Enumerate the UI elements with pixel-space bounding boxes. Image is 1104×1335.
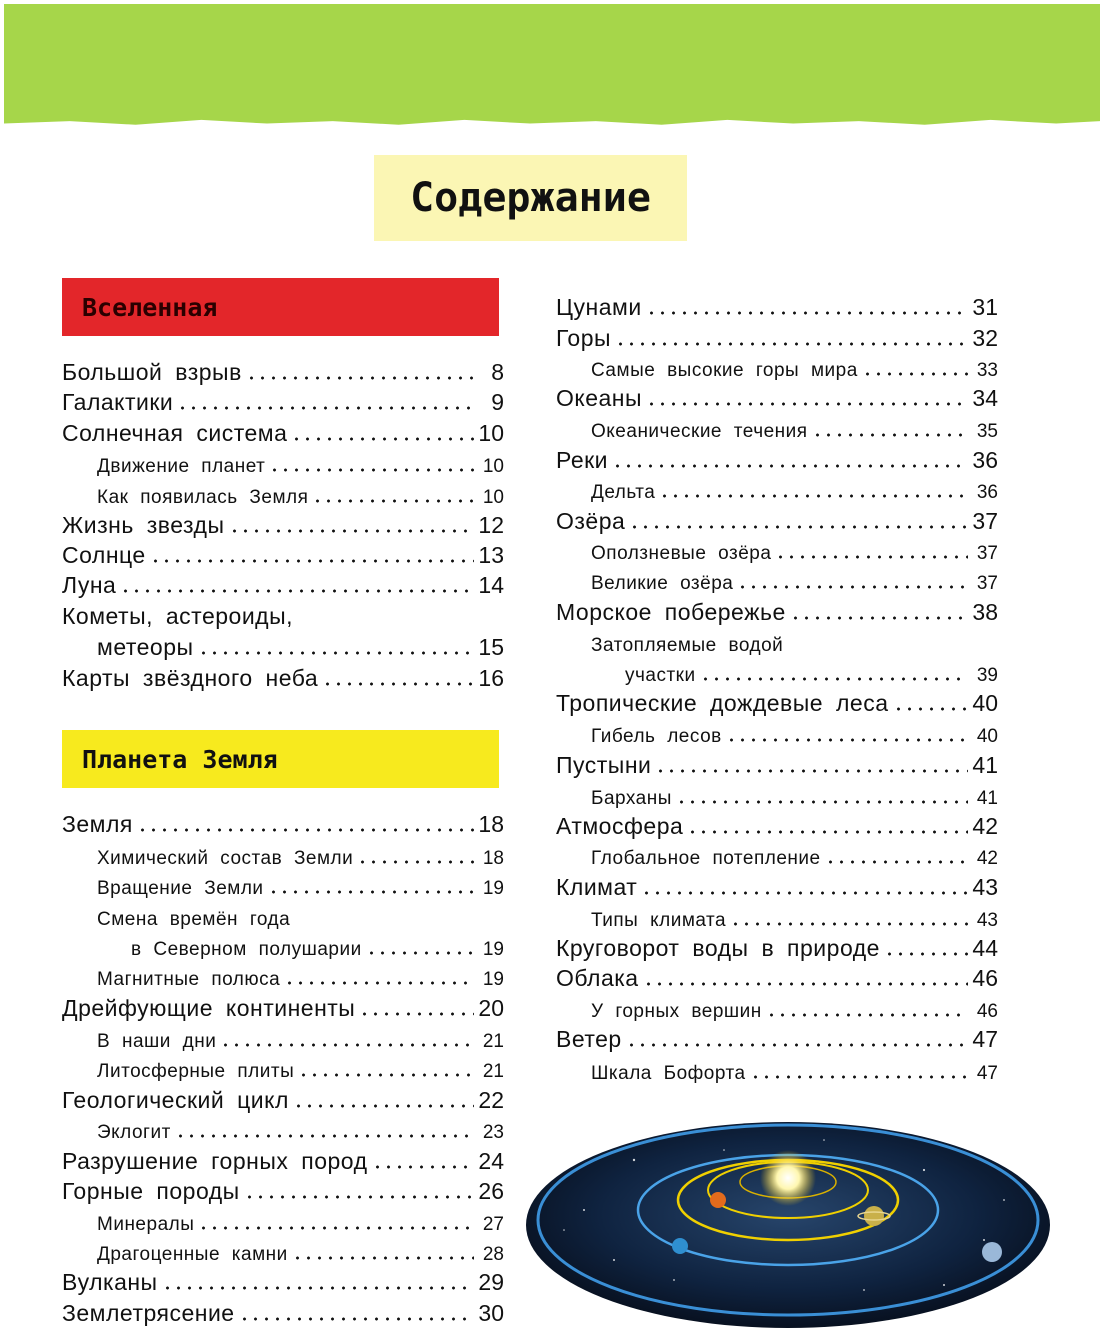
toc-entry-page: 15 [478, 634, 504, 660]
toc-entry-page: 37 [976, 573, 998, 594]
toc-leader [269, 468, 474, 472]
toc-leader [150, 559, 474, 563]
toc-entry-title: Галактики [62, 389, 174, 415]
toc-leader [198, 651, 474, 655]
toc-entry-title: Горные породы [62, 1178, 240, 1204]
toc-entry-title: Геологический цикл [62, 1087, 289, 1113]
toc-entry[interactable] [62, 356, 504, 386]
toc-entry-page: 9 [491, 389, 504, 415]
toc-entry-page: 10 [478, 420, 504, 446]
toc-leader [643, 982, 968, 986]
toc-entry-page: 28 [482, 1244, 504, 1265]
toc-entry[interactable] [62, 1175, 504, 1205]
toc-leader [292, 1256, 474, 1260]
toc-entry-title: Реки [556, 447, 609, 473]
toc-entry[interactable] [556, 749, 998, 779]
toc-entry-title: Солнце [62, 542, 146, 568]
toc-leader [137, 828, 474, 832]
toc-entry-page: 40 [976, 726, 998, 747]
toc-entry[interactable] [556, 871, 998, 901]
toc-entry-page: 18 [482, 848, 504, 869]
toc-entry-page: 29 [478, 1269, 504, 1295]
toc-entry[interactable] [62, 1266, 504, 1296]
toc-leader [229, 529, 475, 533]
toc-entry-title: В наши дни [97, 1031, 217, 1052]
toc-entry-title: Оползневые озёра [591, 543, 772, 564]
toc-leader [641, 891, 968, 895]
toc-entry-title: Жизнь звезды [62, 512, 225, 538]
toc-leader [687, 830, 968, 834]
toc-entry-title: У горных вершин [591, 1001, 762, 1022]
toc-leader [239, 1317, 474, 1321]
toc-entry[interactable] [62, 509, 504, 539]
toc-entry-title: Гибель лесов [591, 726, 722, 747]
toc-entry-title: Атмосфера [556, 813, 684, 839]
toc-entry-page: 32 [972, 325, 998, 351]
toc-entry[interactable] [556, 322, 998, 352]
toc-leader [812, 433, 968, 437]
toc-leader [676, 800, 968, 804]
toc-subentry[interactable] [97, 1114, 504, 1144]
toc-entry-title: Смена времён года [97, 909, 291, 930]
toc-subentry[interactable] [97, 840, 504, 870]
toc-entry-title: Химический состав Земли [97, 848, 354, 869]
page-title-box [374, 155, 687, 241]
toc-entry-page: 34 [972, 385, 998, 411]
toc-entry-page: 41 [972, 752, 998, 778]
toc-entry-title: Дрейфующие континенты [62, 995, 356, 1021]
toc-subentry[interactable] [591, 993, 998, 1023]
toc-entry-title: Облака [556, 965, 639, 991]
toc-leader [615, 342, 968, 346]
toc-subentry[interactable] [591, 840, 998, 870]
toc-entry[interactable] [62, 662, 504, 692]
toc-entry-page: 20 [478, 995, 504, 1021]
toc-entry-title: Шкала Бофорта [591, 1063, 746, 1084]
toc-leader [700, 677, 968, 681]
toc-entry-page: 33 [976, 360, 998, 381]
toc-entry[interactable] [62, 808, 504, 838]
toc-leader [175, 1134, 474, 1138]
section-earth-header [62, 730, 499, 788]
toc-entry[interactable] [62, 1145, 504, 1175]
toc-entry-page: 26 [478, 1178, 504, 1204]
toc-entry-page: 18 [478, 811, 504, 837]
toc-subentry[interactable] [591, 718, 998, 748]
toc-leader [775, 555, 968, 559]
toc-entry[interactable] [556, 687, 998, 717]
planet-light-blue [982, 1242, 1002, 1262]
toc-leader [359, 1012, 474, 1016]
toc-subentry[interactable] [97, 901, 504, 931]
toc-entry[interactable] [556, 505, 998, 535]
toc-entry-title: Вулканы [62, 1269, 158, 1295]
toc-leader [862, 372, 968, 376]
planet-saturn [864, 1206, 884, 1226]
toc-leader [659, 494, 968, 498]
toc-entry-page: 12 [478, 512, 504, 538]
toc-entry-page: 41 [976, 788, 998, 809]
toc-entry-page: 46 [972, 965, 998, 991]
solar-system-illustration [524, 1120, 1052, 1330]
toc-entry-page: 36 [972, 447, 998, 473]
toc-leader [884, 952, 968, 956]
toc-entry-title: Разрушение горных пород [62, 1148, 368, 1174]
toc-entry-title: Самые высокие горы мира [591, 360, 858, 381]
toc-leader [322, 682, 474, 686]
toc-entry[interactable] [556, 1023, 998, 1053]
toc-entry-page: 10 [482, 487, 504, 508]
toc-leader [162, 1286, 474, 1290]
toc-entry[interactable] [62, 600, 504, 630]
toc-entry-page: 39 [976, 665, 998, 686]
toc-subentry[interactable] [97, 448, 504, 478]
toc-entry-page: 42 [976, 848, 998, 869]
toc-entry[interactable] [556, 810, 998, 840]
toc-entry-title: Типы климата [591, 910, 727, 931]
toc-entry-title: Кометы, астероиды, [62, 603, 294, 629]
toc-entry-title: Глобальное потепление [591, 848, 821, 869]
toc-entry-title: Драгоценные камни [97, 1244, 288, 1265]
toc-leader [284, 981, 474, 985]
section-earth-title: Планета Земля [82, 744, 278, 774]
toc-leader [298, 1073, 474, 1077]
toc-entry-title: Литосферные плиты [97, 1061, 295, 1082]
toc-entry-page: 19 [482, 878, 504, 899]
toc-entry-page: 27 [482, 1214, 504, 1235]
toc-entry[interactable] [62, 539, 504, 569]
toc-entry-title: Земля [62, 811, 133, 837]
toc-subentry[interactable] [625, 657, 998, 687]
toc-leader [629, 525, 968, 529]
toc-subentry[interactable] [591, 627, 998, 657]
toc-entry-title: Цунами [556, 294, 642, 320]
toc-subentry[interactable] [97, 1236, 504, 1266]
toc-leader [626, 1043, 968, 1047]
toc-leader [366, 951, 474, 955]
toc-subentry[interactable] [591, 352, 998, 382]
toc-entry-title: Солнечная система [62, 420, 288, 446]
toc-entry-page: 47 [972, 1026, 998, 1052]
toc-leader [737, 585, 968, 589]
toc-subentry[interactable] [97, 1206, 504, 1236]
toc-entry-title: Барханы [591, 788, 672, 809]
toc-entry-page: 43 [972, 874, 998, 900]
toc-entry-title: Морское побережье [556, 599, 786, 625]
toc-leader [825, 860, 968, 864]
toc-leader [294, 921, 474, 925]
toc-entry-page: 21 [482, 1061, 504, 1082]
toc-leader [730, 922, 968, 926]
toc-subentry[interactable] [591, 902, 998, 932]
toc-leader [766, 1013, 968, 1017]
section-universe-title: Вселенная [82, 292, 218, 322]
toc-subentry[interactable] [97, 1023, 504, 1053]
toc-entry-title: Ветер [556, 1026, 622, 1052]
toc-entry[interactable] [62, 1084, 504, 1114]
toc-entry-page: 22 [478, 1087, 504, 1113]
toc-subentry[interactable] [591, 780, 998, 810]
toc-subentry[interactable] [591, 565, 998, 595]
toc-entry-title: Пустыни [556, 752, 652, 778]
toc-leader [357, 860, 474, 864]
toc-entry-page: 46 [976, 1001, 998, 1022]
toc-entry[interactable] [556, 291, 998, 321]
toc-entry-page: 40 [972, 690, 998, 716]
toc-entry[interactable] [62, 992, 504, 1022]
toc-subentry[interactable] [591, 413, 998, 443]
top-green-band [4, 4, 1100, 126]
toc-leader [372, 1165, 475, 1169]
toc-entry[interactable] [556, 962, 998, 992]
toc-entry-page: 24 [478, 1148, 504, 1174]
toc-entry-title: Великие озёра [591, 573, 734, 594]
toc-entry-page: 13 [478, 542, 504, 568]
toc-entry-title: Движение планет [97, 456, 266, 477]
toc-leader [120, 589, 474, 593]
toc-entry-title: Горы [556, 325, 612, 351]
toc-entry-page: 14 [478, 572, 504, 598]
toc-entry[interactable] [556, 444, 998, 474]
section-universe-header [62, 278, 499, 336]
toc-entry-page: 36 [976, 482, 998, 503]
toc-leader [297, 620, 474, 624]
toc-entry-page: 44 [972, 935, 998, 961]
toc-entry-title: Эклогит [97, 1122, 171, 1143]
toc-subentry[interactable] [97, 870, 504, 900]
toc-leader [220, 1043, 474, 1047]
toc-leader [750, 1075, 968, 1079]
planet-blue [672, 1238, 688, 1254]
toc-entry[interactable] [62, 1297, 504, 1327]
toc-leader [293, 1104, 474, 1108]
toc-entry-title: Тропические дождевые леса [556, 690, 889, 716]
toc-leader [726, 738, 968, 742]
toc-entry-page: 47 [976, 1063, 998, 1084]
toc-leader [646, 311, 968, 315]
page-title: Содержание [410, 175, 651, 221]
toc-leader [790, 616, 968, 620]
toc-entry-page: 35 [976, 421, 998, 442]
toc-subentry[interactable] [97, 1053, 504, 1083]
toc-leader [177, 406, 474, 410]
toc-leader [291, 437, 474, 441]
toc-entry-title: Как появилась Земля [97, 487, 309, 508]
toc-subentry[interactable] [97, 479, 504, 509]
toc-subentry[interactable] [97, 961, 504, 991]
toc-subentry[interactable] [591, 474, 998, 504]
toc-entry-title: Дельта [591, 482, 656, 503]
toc-entry-title: Минералы [97, 1214, 195, 1235]
toc-leader [312, 499, 474, 503]
toc-entry-page: 37 [976, 543, 998, 564]
toc-entry[interactable] [62, 417, 504, 447]
toc-entry-title: Круговорот воды в природе [556, 935, 880, 961]
toc-entry-page: 37 [972, 508, 998, 534]
toc-entry[interactable] [556, 932, 998, 962]
toc-entry-title: в Северном полушарии [131, 939, 362, 960]
toc-entry-title: Землетрясение [62, 1300, 235, 1326]
toc-leader [612, 464, 968, 468]
toc-leader [198, 1226, 474, 1230]
toc-leader [646, 402, 968, 406]
toc-entry-title: Океаны [556, 385, 643, 411]
toc-entry-title: Климат [556, 874, 638, 900]
toc-subentry[interactable] [591, 1055, 998, 1085]
toc-entry-page: 30 [478, 1300, 504, 1326]
toc-entry-title: Магнитные полюса [97, 969, 281, 990]
toc-entry[interactable] [556, 596, 998, 626]
toc-entry-page: 38 [972, 599, 998, 625]
toc-leader [246, 376, 474, 380]
toc-entry-title: метеоры [97, 634, 194, 660]
toc-entry-page: 23 [482, 1122, 504, 1143]
toc-leader [787, 647, 968, 651]
toc-subentry[interactable] [591, 535, 998, 565]
toc-entry-title: Океанические течения [591, 421, 808, 442]
toc-leader [655, 769, 968, 773]
toc-entry[interactable] [97, 631, 504, 661]
planet-orange [710, 1192, 726, 1208]
toc-entry[interactable] [556, 382, 998, 412]
toc-entry-page: 43 [976, 910, 998, 931]
toc-entry-title: Карты звёздного неба [62, 665, 319, 691]
sun [760, 1150, 816, 1206]
toc-subentry[interactable] [131, 931, 504, 961]
toc-entry[interactable] [62, 386, 504, 416]
toc-entry-title: Затопляемые водой [591, 635, 784, 656]
toc-entry-title: Вращение Земли [97, 878, 264, 899]
toc-entry-page: 42 [972, 813, 998, 839]
toc-leader [244, 1195, 474, 1199]
toc-entry-title: участки [625, 665, 696, 686]
toc-entry-page: 19 [482, 939, 504, 960]
toc-entry-page: 21 [482, 1031, 504, 1052]
toc-entry[interactable] [62, 569, 504, 599]
toc-entry-title: Озёра [556, 508, 626, 534]
toc-entry-page: 16 [478, 665, 504, 691]
toc-entry-title: Большой взрыв [62, 359, 242, 385]
toc-leader [893, 707, 969, 711]
toc-entry-page: 10 [482, 456, 504, 477]
toc-entry-page: 19 [482, 969, 504, 990]
toc-entry-page: 8 [491, 359, 504, 385]
toc-leader [268, 890, 474, 894]
toc-entry-page: 31 [972, 294, 998, 320]
toc-entry-title: Луна [62, 572, 117, 598]
